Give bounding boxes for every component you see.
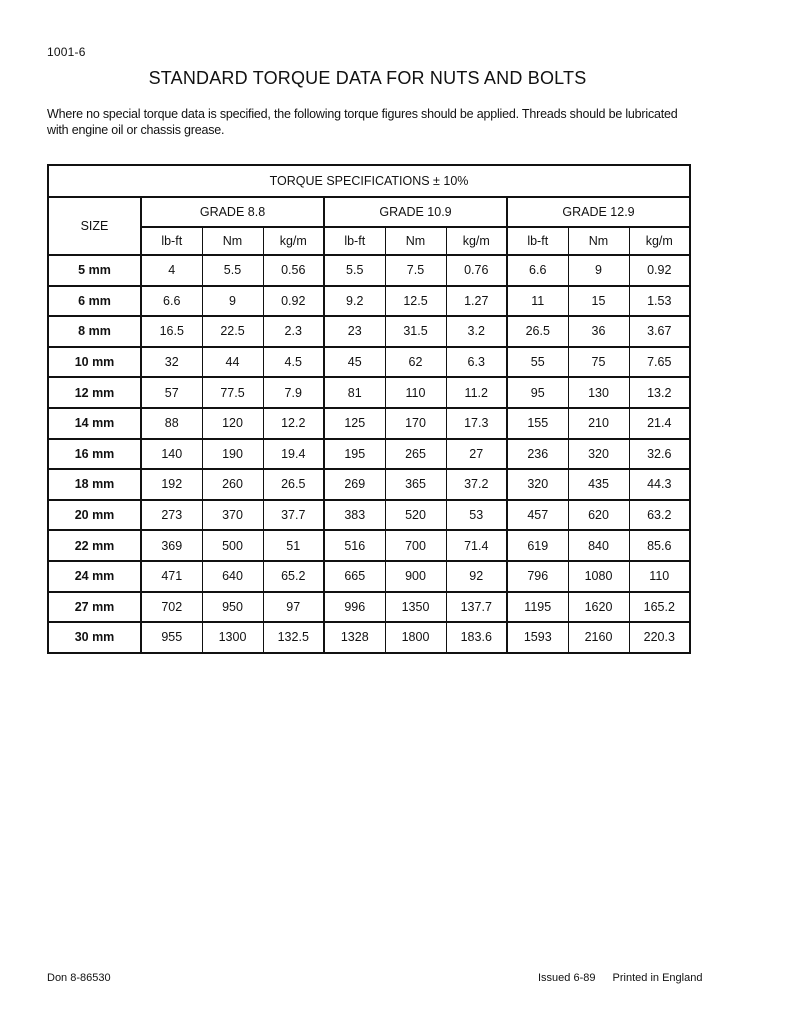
- unit-header-lbft: lb-ft: [141, 227, 202, 255]
- torque-value-cell: 4.5: [263, 347, 324, 378]
- torque-value-cell: 383: [324, 500, 385, 531]
- torque-value-cell: 22.5: [202, 316, 263, 347]
- torque-value-cell: 32: [141, 347, 202, 378]
- size-cell: 14 mm: [48, 408, 141, 439]
- torque-value-cell: 132.5: [263, 622, 324, 653]
- torque-value-cell: 7.65: [629, 347, 690, 378]
- torque-value-cell: 192: [141, 469, 202, 500]
- torque-value-cell: 457: [507, 500, 568, 531]
- table-row: [48, 592, 690, 623]
- torque-value-cell: 120: [202, 408, 263, 439]
- torque-value-cell: 170: [385, 408, 446, 439]
- torque-value-cell: 1.53: [629, 286, 690, 317]
- table-row: [48, 286, 690, 317]
- size-cell: 20 mm: [48, 500, 141, 531]
- torque-value-cell: 130: [568, 377, 629, 408]
- issued-date: Issued 6-89: [538, 972, 596, 984]
- torque-value-cell: 11.2: [446, 377, 507, 408]
- torque-value-cell: 71.4: [446, 530, 507, 561]
- unit-header-kgm: kg/m: [446, 227, 507, 255]
- torque-value-cell: 85.6: [629, 530, 690, 561]
- torque-value-cell: 955: [141, 622, 202, 653]
- torque-value-cell: 17.3: [446, 408, 507, 439]
- torque-value-cell: 269: [324, 469, 385, 500]
- torque-value-cell: 190: [202, 439, 263, 470]
- torque-value-cell: 63.2: [629, 500, 690, 531]
- table-row: [48, 469, 690, 500]
- torque-value-cell: 37.2: [446, 469, 507, 500]
- torque-value-cell: 370: [202, 500, 263, 531]
- torque-value-cell: 665: [324, 561, 385, 592]
- torque-value-cell: 700: [385, 530, 446, 561]
- torque-spec-header: TORQUE SPECIFICATIONS ± 10%: [48, 165, 690, 197]
- table-row: [48, 347, 690, 378]
- torque-value-cell: 110: [629, 561, 690, 592]
- torque-value-cell: 5.5: [202, 255, 263, 286]
- torque-value-cell: 36: [568, 316, 629, 347]
- torque-value-cell: 11: [507, 286, 568, 317]
- size-cell: 16 mm: [48, 439, 141, 470]
- torque-value-cell: 620: [568, 500, 629, 531]
- torque-value-cell: 273: [141, 500, 202, 531]
- torque-value-cell: 15: [568, 286, 629, 317]
- torque-value-cell: 1328: [324, 622, 385, 653]
- torque-value-cell: 619: [507, 530, 568, 561]
- torque-value-cell: 796: [507, 561, 568, 592]
- torque-value-cell: 44.3: [629, 469, 690, 500]
- torque-value-cell: 702: [141, 592, 202, 623]
- torque-value-cell: 5.5: [324, 255, 385, 286]
- unit-header-nm: Nm: [568, 227, 629, 255]
- size-cell: 22 mm: [48, 530, 141, 561]
- torque-value-cell: 97: [263, 592, 324, 623]
- table-row: [48, 377, 690, 408]
- size-cell: 5 mm: [48, 255, 141, 286]
- torque-value-cell: 1620: [568, 592, 629, 623]
- grade-8-8-header: GRADE 8.8: [141, 197, 324, 227]
- torque-value-cell: 320: [568, 439, 629, 470]
- torque-value-cell: 435: [568, 469, 629, 500]
- grade-12-9-header: GRADE 12.9: [507, 197, 690, 227]
- size-cell: 8 mm: [48, 316, 141, 347]
- torque-value-cell: 369: [141, 530, 202, 561]
- torque-value-cell: 6.6: [507, 255, 568, 286]
- torque-value-cell: 1080: [568, 561, 629, 592]
- torque-value-cell: 900: [385, 561, 446, 592]
- torque-value-cell: 996: [324, 592, 385, 623]
- torque-value-cell: 6.6: [141, 286, 202, 317]
- torque-value-cell: 27: [446, 439, 507, 470]
- torque-value-cell: 65.2: [263, 561, 324, 592]
- torque-value-cell: 3.2: [446, 316, 507, 347]
- torque-value-cell: 2160: [568, 622, 629, 653]
- torque-value-cell: 471: [141, 561, 202, 592]
- table-row: [48, 439, 690, 470]
- size-cell: 24 mm: [48, 561, 141, 592]
- torque-value-cell: 1593: [507, 622, 568, 653]
- torque-value-cell: 75: [568, 347, 629, 378]
- page-reference: 1001-6: [47, 45, 86, 59]
- torque-value-cell: 88: [141, 408, 202, 439]
- torque-value-cell: 0.76: [446, 255, 507, 286]
- torque-value-cell: 19.4: [263, 439, 324, 470]
- torque-value-cell: 31.5: [385, 316, 446, 347]
- torque-value-cell: 53: [446, 500, 507, 531]
- torque-value-cell: 220.3: [629, 622, 690, 653]
- size-column-header: SIZE: [48, 197, 141, 255]
- torque-value-cell: 183.6: [446, 622, 507, 653]
- table-row: [48, 500, 690, 531]
- table-row: [48, 530, 690, 561]
- torque-value-cell: 26.5: [263, 469, 324, 500]
- torque-value-cell: 840: [568, 530, 629, 561]
- unit-header-nm: Nm: [202, 227, 263, 255]
- torque-value-cell: 13.2: [629, 377, 690, 408]
- torque-table-body: [48, 255, 690, 653]
- torque-value-cell: 16.5: [141, 316, 202, 347]
- size-cell: 12 mm: [48, 377, 141, 408]
- torque-value-cell: 9: [568, 255, 629, 286]
- torque-value-cell: 12.5: [385, 286, 446, 317]
- torque-value-cell: 23: [324, 316, 385, 347]
- torque-value-cell: 6.3: [446, 347, 507, 378]
- torque-value-cell: 9: [202, 286, 263, 317]
- unit-header-kgm: kg/m: [629, 227, 690, 255]
- torque-value-cell: 210: [568, 408, 629, 439]
- torque-value-cell: 9.2: [324, 286, 385, 317]
- torque-value-cell: 0.56: [263, 255, 324, 286]
- torque-value-cell: 3.67: [629, 316, 690, 347]
- torque-value-cell: 77.5: [202, 377, 263, 408]
- torque-value-cell: 4: [141, 255, 202, 286]
- torque-value-cell: 155: [507, 408, 568, 439]
- torque-value-cell: 165.2: [629, 592, 690, 623]
- torque-table: [47, 164, 691, 654]
- torque-value-cell: 12.2: [263, 408, 324, 439]
- torque-value-cell: 55: [507, 347, 568, 378]
- torque-value-cell: 92: [446, 561, 507, 592]
- torque-value-cell: 1300: [202, 622, 263, 653]
- torque-value-cell: 1350: [385, 592, 446, 623]
- torque-value-cell: 260: [202, 469, 263, 500]
- printed-location: Printed in England: [612, 972, 703, 984]
- unit-header-kgm: kg/m: [263, 227, 324, 255]
- unit-header-nm: Nm: [385, 227, 446, 255]
- torque-value-cell: 21.4: [629, 408, 690, 439]
- torque-value-cell: 236: [507, 439, 568, 470]
- torque-value-cell: 1800: [385, 622, 446, 653]
- issue-info: [538, 972, 702, 984]
- torque-value-cell: 37.7: [263, 500, 324, 531]
- table-row: [48, 622, 690, 653]
- torque-value-cell: 0.92: [263, 286, 324, 317]
- torque-value-cell: 500: [202, 530, 263, 561]
- torque-value-cell: 125: [324, 408, 385, 439]
- torque-value-cell: 95: [507, 377, 568, 408]
- size-cell: 27 mm: [48, 592, 141, 623]
- grade-10-9-header: GRADE 10.9: [324, 197, 507, 227]
- document-reference: Don 8-86530: [47, 972, 111, 984]
- table-row: [48, 408, 690, 439]
- torque-value-cell: 516: [324, 530, 385, 561]
- torque-value-cell: 137.7: [446, 592, 507, 623]
- size-cell: 30 mm: [48, 622, 141, 653]
- torque-value-cell: 1.27: [446, 286, 507, 317]
- torque-value-cell: 7.5: [385, 255, 446, 286]
- torque-value-cell: 2.3: [263, 316, 324, 347]
- page-title: STANDARD TORQUE DATA FOR NUTS AND BOLTS: [148, 68, 587, 88]
- table-row: [48, 561, 690, 592]
- torque-value-cell: 520: [385, 500, 446, 531]
- size-cell: 10 mm: [48, 347, 141, 378]
- table-row: [48, 255, 690, 286]
- torque-value-cell: 320: [507, 469, 568, 500]
- size-cell: 18 mm: [48, 469, 141, 500]
- torque-value-cell: 44: [202, 347, 263, 378]
- torque-value-cell: 365: [385, 469, 446, 500]
- torque-value-cell: 81: [324, 377, 385, 408]
- torque-value-cell: 32.6: [629, 439, 690, 470]
- torque-value-cell: 640: [202, 561, 263, 592]
- torque-value-cell: 26.5: [507, 316, 568, 347]
- torque-value-cell: 45: [324, 347, 385, 378]
- intro-paragraph: Where no special torque data is specified, the following torque figures should be applied. Threads should be lubricated with engine oil or chassis grease.: [47, 107, 678, 137]
- torque-value-cell: 265: [385, 439, 446, 470]
- torque-value-cell: 51: [263, 530, 324, 561]
- torque-value-cell: 62: [385, 347, 446, 378]
- unit-header-lbft: lb-ft: [507, 227, 568, 255]
- table-row: [48, 316, 690, 347]
- torque-value-cell: 1195: [507, 592, 568, 623]
- size-cell: 6 mm: [48, 286, 141, 317]
- torque-value-cell: 140: [141, 439, 202, 470]
- torque-value-cell: 110: [385, 377, 446, 408]
- torque-value-cell: 950: [202, 592, 263, 623]
- unit-header-lbft: lb-ft: [324, 227, 385, 255]
- torque-value-cell: 57: [141, 377, 202, 408]
- torque-value-cell: 7.9: [263, 377, 324, 408]
- torque-value-cell: 195: [324, 439, 385, 470]
- torque-value-cell: 0.92: [629, 255, 690, 286]
